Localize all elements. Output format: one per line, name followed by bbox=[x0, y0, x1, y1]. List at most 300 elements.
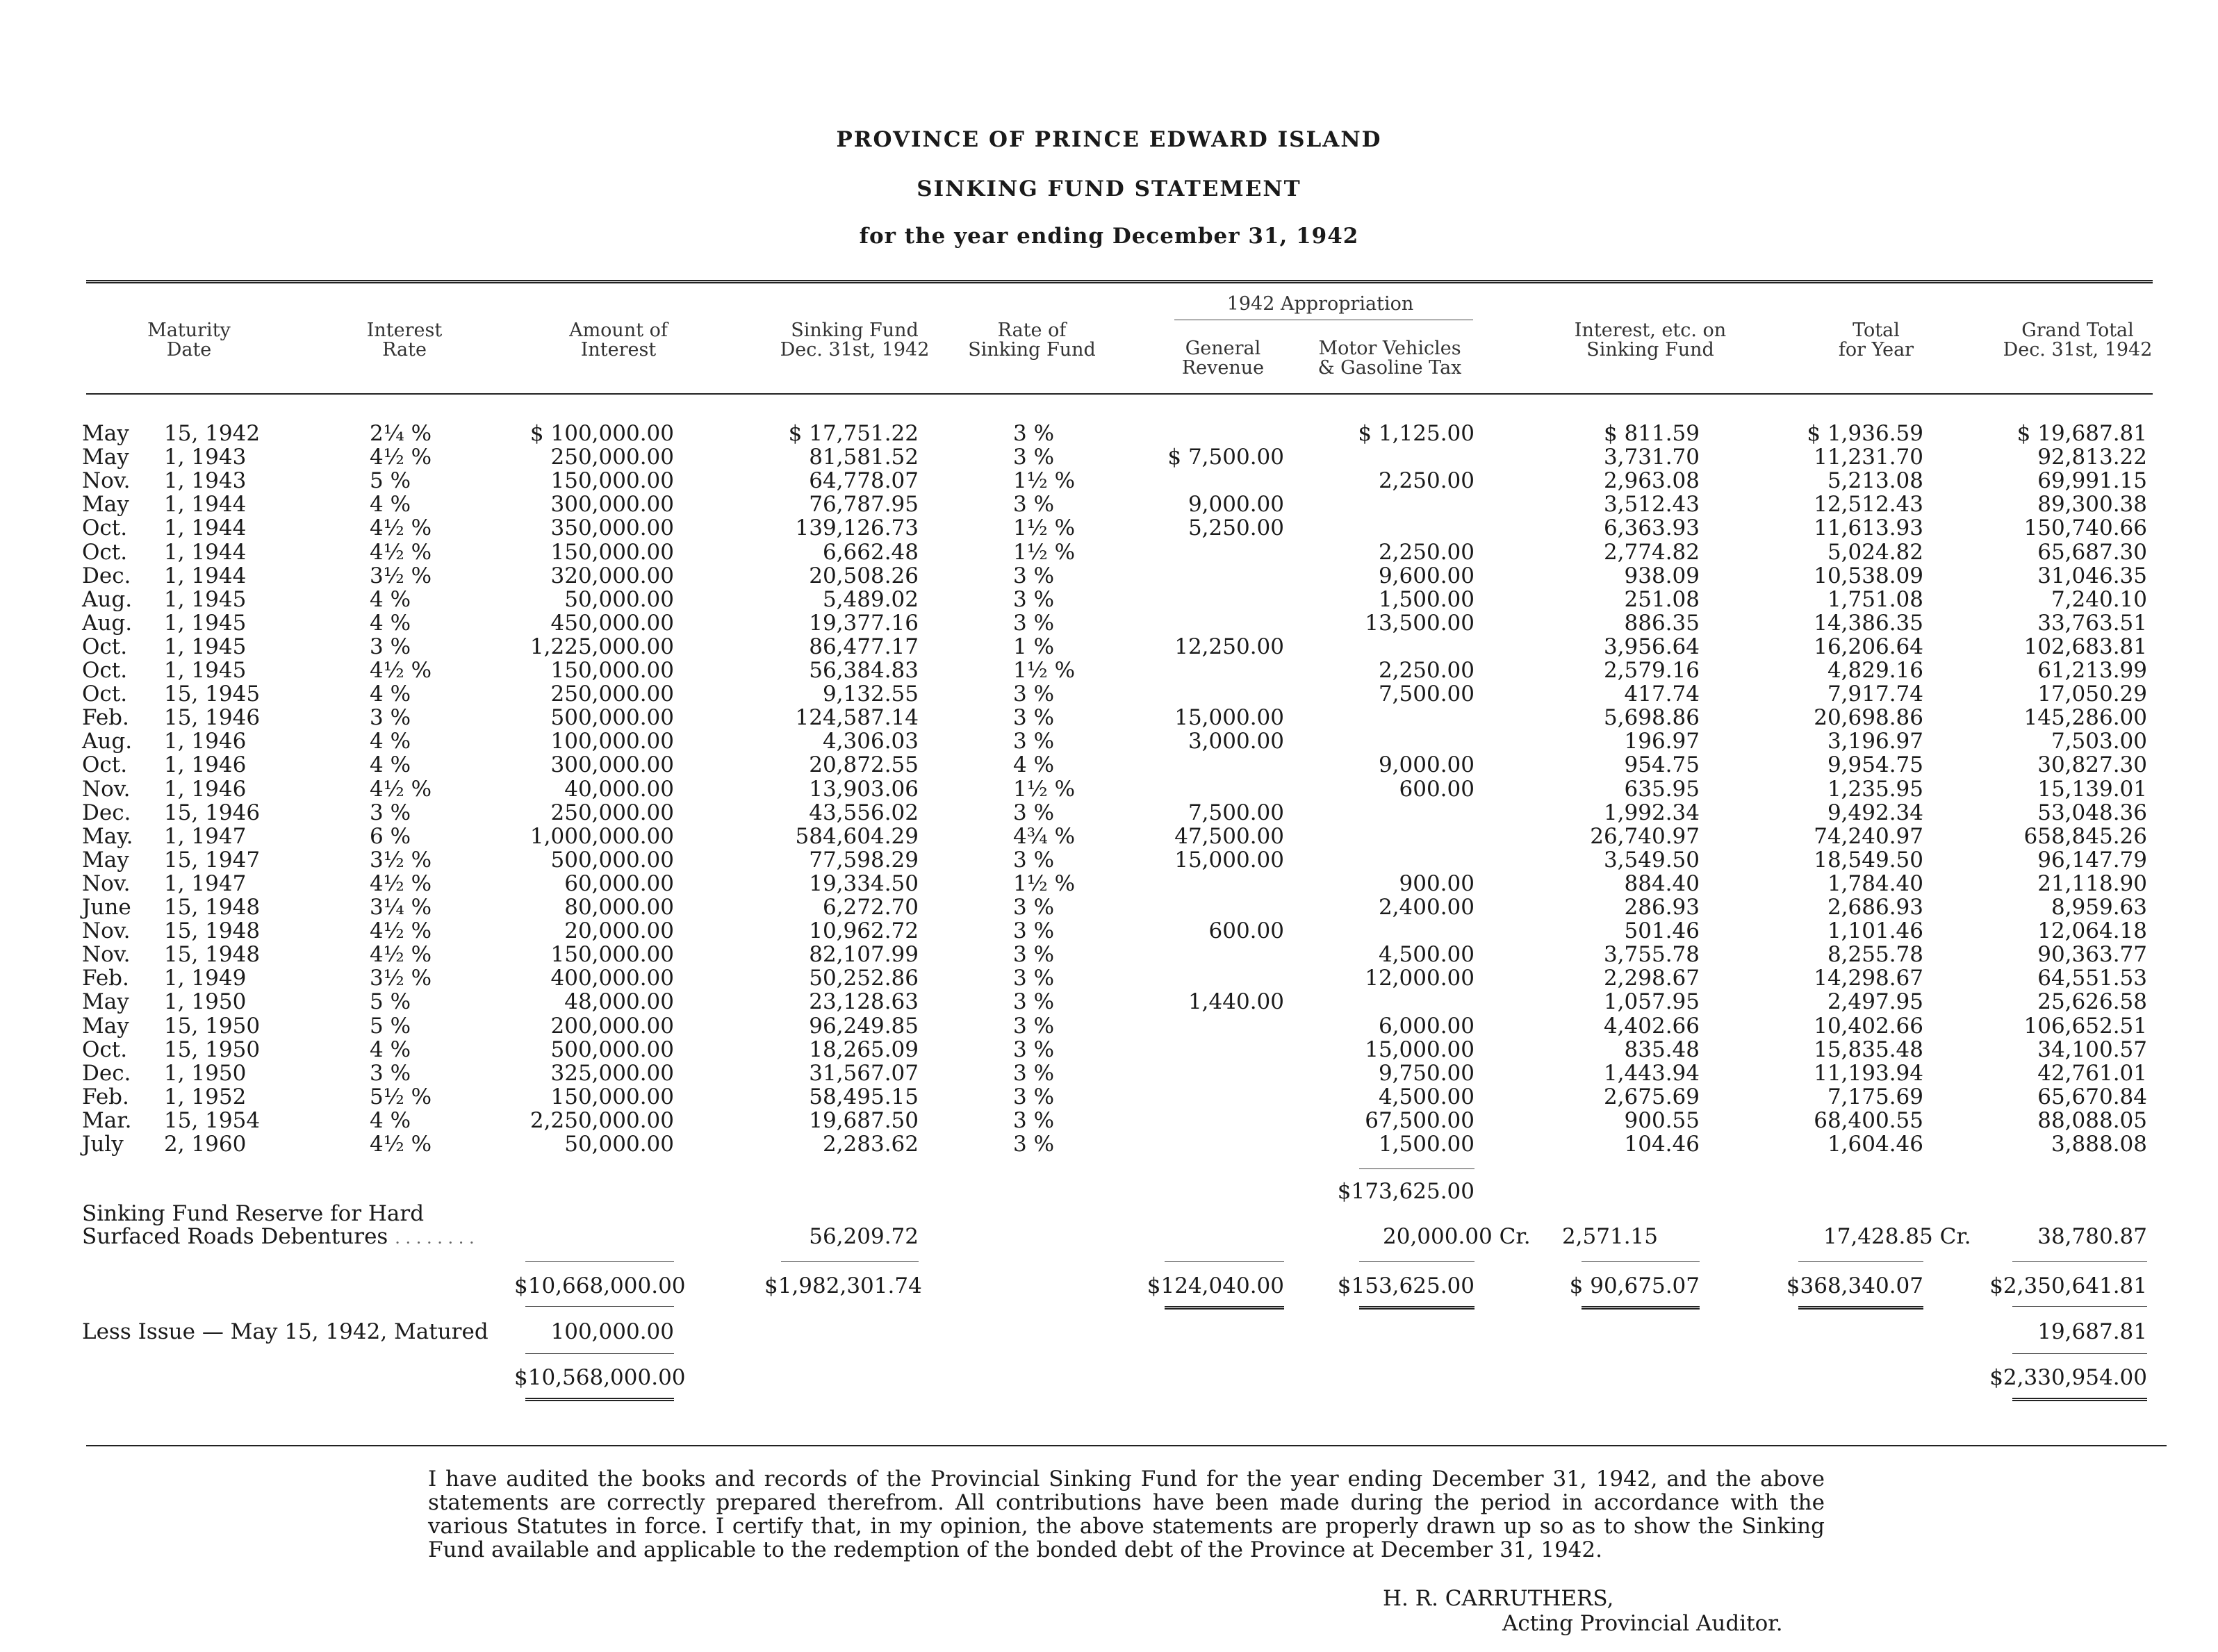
row-grand-total: 102,683.81 bbox=[2023, 634, 2147, 659]
row-motor-vehicles: 9,750.00 bbox=[1378, 1061, 1474, 1086]
row-grand-total: 64,551.53 bbox=[2037, 966, 2147, 991]
row-interest-rate: 3 % bbox=[370, 800, 411, 825]
row-sinking-rate: 3 % bbox=[1013, 800, 1055, 825]
row-grand-total: 33,763.51 bbox=[2037, 611, 2147, 636]
row-interest-rate: 4 % bbox=[370, 752, 411, 777]
row-day: 15, 1948 bbox=[164, 918, 261, 943]
row-sinking-rate: 3 % bbox=[1013, 1061, 1055, 1086]
row-total-year: 68,400.55 bbox=[1814, 1108, 1923, 1133]
row-sinking-rate: 3 % bbox=[1013, 1084, 1055, 1109]
row-total-year: 9,492.34 bbox=[1827, 800, 1923, 825]
row-sinking-rate: 3 % bbox=[1013, 848, 1055, 873]
row-interest-etc: 251.08 bbox=[1624, 587, 1700, 612]
row-month: May bbox=[82, 848, 129, 873]
reserve-label-line1: Sinking Fund Reserve for Hard bbox=[82, 1201, 425, 1226]
row-total-year: 7,175.69 bbox=[1827, 1084, 1923, 1109]
row-interest-etc: 2,963.08 bbox=[1603, 468, 1700, 493]
row-interest-rate: 3¼ % bbox=[370, 895, 432, 920]
row-sinking-fund: 584,604.29 bbox=[795, 824, 919, 849]
row-interest-etc: $ 811.59 bbox=[1603, 421, 1700, 446]
row-motor-vehicles: 15,000.00 bbox=[1365, 1037, 1474, 1062]
row-total-year: 14,386.35 bbox=[1814, 611, 1923, 636]
row-day: 1, 1950 bbox=[164, 989, 247, 1014]
header-rate-sinking-fund: Rate of Sinking Fund bbox=[968, 320, 1096, 361]
row-sinking-fund: 58,495.15 bbox=[809, 1084, 919, 1109]
row-sinking-fund: 81,581.52 bbox=[809, 445, 919, 470]
row-sinking-rate: 3 % bbox=[1013, 611, 1055, 636]
row-sinking-fund: 5,489.02 bbox=[822, 587, 919, 612]
row-grand-total: 30,827.30 bbox=[2037, 752, 2147, 777]
row-sinking-rate: 3 % bbox=[1013, 942, 1055, 967]
row-interest-rate: 4 % bbox=[370, 682, 411, 707]
row-sinking-rate: 1½ % bbox=[1013, 658, 1076, 683]
row-grand-total: 65,687.30 bbox=[2037, 540, 2147, 565]
dbl-net-grand bbox=[2012, 1398, 2147, 1401]
row-sinking-fund: 20,508.26 bbox=[809, 563, 919, 588]
row-sinking-rate: 3 % bbox=[1013, 1037, 1055, 1062]
row-sinking-rate: 1½ % bbox=[1013, 777, 1076, 802]
row-day: 1, 1947 bbox=[164, 871, 247, 896]
row-sinking-fund: 56,384.83 bbox=[809, 658, 919, 683]
row-sinking-rate: 3 % bbox=[1013, 705, 1055, 730]
row-sinking-fund: 31,567.07 bbox=[809, 1061, 919, 1086]
row-interest-etc: 835.48 bbox=[1624, 1037, 1700, 1062]
row-sinking-rate: 3 % bbox=[1013, 1108, 1055, 1133]
row-interest-etc: 2,579.16 bbox=[1603, 658, 1700, 683]
row-month: May bbox=[82, 492, 129, 517]
row-motor-vehicles: 6,000.00 bbox=[1378, 1014, 1474, 1039]
row-total-year: 15,835.48 bbox=[1814, 1037, 1923, 1062]
row-interest-etc: 3,755.78 bbox=[1603, 942, 1700, 967]
row-day: 15, 1954 bbox=[164, 1108, 261, 1133]
row-interest-rate: 5 % bbox=[370, 468, 411, 493]
row-month: May bbox=[82, 421, 129, 446]
audit-certificate: I have audited the books and records of the Provincial Sinking Fund for the year ending December 31, 1942, and the above statements are correctly prepared therefrom. All contributions have been made during the period in accordance with the various Statutes in force. I certify that, in my opinion, the above statements are properly drawn up so as to show the Sinking Fund available and applicable to the redemption of the bonded debt of the Province at December 31, 1942. bbox=[428, 1467, 1825, 1562]
row-month: Aug. bbox=[82, 611, 133, 636]
row-interest-rate: 4½ % bbox=[370, 942, 432, 967]
reserve-motor: 20,000.00 Cr. bbox=[1383, 1224, 1531, 1249]
row-day: 15, 1948 bbox=[164, 942, 261, 967]
top-rule bbox=[86, 280, 2153, 283]
row-total-year: 14,298.67 bbox=[1814, 966, 1923, 991]
rule-net-grand bbox=[2012, 1353, 2147, 1354]
row-month: May bbox=[82, 989, 129, 1014]
row-amount: 100,000.00 bbox=[550, 729, 674, 754]
row-interest-etc: 886.35 bbox=[1624, 611, 1700, 636]
less-issue-label: Less Issue — May 15, 1942, Matured bbox=[82, 1319, 488, 1344]
row-amount: 150,000.00 bbox=[550, 540, 674, 565]
rule-fund bbox=[781, 1261, 919, 1262]
row-day: 15, 1946 bbox=[164, 705, 261, 730]
row-total-year: 1,784.40 bbox=[1827, 871, 1923, 896]
row-amount: 450,000.00 bbox=[550, 611, 674, 636]
row-month: Nov. bbox=[82, 918, 131, 943]
row-total-year: 16,206.64 bbox=[1814, 634, 1923, 659]
row-interest-rate: 5 % bbox=[370, 989, 411, 1014]
row-month: May bbox=[82, 445, 129, 470]
row-interest-etc: 417.74 bbox=[1624, 682, 1700, 707]
row-day: 1, 1944 bbox=[164, 540, 247, 565]
row-interest-rate: 4½ % bbox=[370, 445, 432, 470]
row-grand-total: 92,813.22 bbox=[2037, 445, 2147, 470]
row-sinking-rate: 3 % bbox=[1013, 682, 1055, 707]
total-general: $124,040.00 bbox=[1147, 1273, 1284, 1298]
row-month: Dec. bbox=[82, 563, 131, 588]
row-motor-vehicles: 1,500.00 bbox=[1378, 587, 1474, 612]
row-month: Aug. bbox=[82, 729, 133, 754]
row-interest-rate: 4½ % bbox=[370, 1132, 432, 1157]
row-general-revenue: 1,440.00 bbox=[1188, 989, 1284, 1014]
row-month: June bbox=[82, 895, 131, 920]
row-motor-vehicles: 4,500.00 bbox=[1378, 942, 1474, 967]
row-grand-total: 61,213.99 bbox=[2037, 658, 2147, 683]
row-day: 1, 1946 bbox=[164, 729, 247, 754]
row-grand-total: 8,959.63 bbox=[2051, 895, 2147, 920]
row-interest-etc: 2,774.82 bbox=[1603, 540, 1700, 565]
row-total-year: 2,497.95 bbox=[1827, 989, 1923, 1014]
header-sinking-fund: Sinking Fund Dec. 31st, 1942 bbox=[780, 320, 930, 361]
row-sinking-rate: 3 % bbox=[1013, 563, 1055, 588]
row-amount: 400,000.00 bbox=[550, 966, 674, 991]
row-day: 1, 1946 bbox=[164, 777, 247, 802]
row-total-year: 10,402.66 bbox=[1814, 1014, 1923, 1039]
row-interest-rate: 4 % bbox=[370, 611, 411, 636]
row-day: 15, 1948 bbox=[164, 895, 261, 920]
row-amount: 80,000.00 bbox=[564, 895, 674, 920]
row-grand-total: 53,048.36 bbox=[2037, 800, 2147, 825]
row-interest-etc: 3,512.43 bbox=[1603, 492, 1700, 517]
row-sinking-fund: 124,587.14 bbox=[795, 705, 919, 730]
row-interest-etc: 1,992.34 bbox=[1603, 800, 1700, 825]
row-total-year: 1,235.95 bbox=[1827, 777, 1923, 802]
row-interest-etc: 938.09 bbox=[1624, 563, 1700, 588]
row-motor-vehicles: 2,250.00 bbox=[1378, 468, 1474, 493]
row-interest-rate: 4 % bbox=[370, 1037, 411, 1062]
row-month: Oct. bbox=[82, 634, 128, 659]
row-day: 1, 1945 bbox=[164, 658, 247, 683]
row-interest-rate: 3 % bbox=[370, 705, 411, 730]
row-interest-rate: 4½ % bbox=[370, 777, 432, 802]
row-motor-vehicles: 600.00 bbox=[1399, 777, 1474, 802]
row-amount: 500,000.00 bbox=[550, 1037, 674, 1062]
row-sinking-fund: 9,132.55 bbox=[822, 682, 919, 707]
row-amount: 2,250,000.00 bbox=[529, 1108, 674, 1133]
row-month: Nov. bbox=[82, 942, 131, 967]
row-sinking-fund: $ 17,751.22 bbox=[788, 421, 919, 446]
row-amount: 150,000.00 bbox=[550, 942, 674, 967]
row-day: 1, 1946 bbox=[164, 752, 247, 777]
row-total-year: 12,512.43 bbox=[1814, 492, 1923, 517]
row-total-year: 18,549.50 bbox=[1814, 848, 1923, 873]
row-grand-total: 12,064.18 bbox=[2037, 918, 2147, 943]
row-month: May. bbox=[82, 824, 133, 849]
row-interest-etc: 884.40 bbox=[1624, 871, 1700, 896]
row-interest-etc: 635.95 bbox=[1624, 777, 1700, 802]
row-amount: 300,000.00 bbox=[550, 752, 674, 777]
row-sinking-fund: 139,126.73 bbox=[795, 515, 919, 540]
row-grand-total: 17,050.29 bbox=[2037, 682, 2147, 707]
row-sinking-rate: 3 % bbox=[1013, 966, 1055, 991]
row-sinking-rate: 4¾ % bbox=[1013, 824, 1076, 849]
rule-grand bbox=[2012, 1261, 2147, 1262]
row-sinking-rate: 3 % bbox=[1013, 445, 1055, 470]
less-issue-grand: 19,687.81 bbox=[2037, 1319, 2147, 1344]
row-motor-vehicles: 67,500.00 bbox=[1365, 1108, 1474, 1133]
row-general-revenue: 7,500.00 bbox=[1188, 800, 1284, 825]
row-grand-total: 89,300.38 bbox=[2037, 492, 2147, 517]
row-interest-etc: 286.93 bbox=[1624, 895, 1700, 920]
row-month: Feb. bbox=[82, 705, 129, 730]
row-sinking-rate: 3 % bbox=[1013, 587, 1055, 612]
row-amount: 50,000.00 bbox=[564, 1132, 674, 1157]
row-month: Dec. bbox=[82, 1061, 131, 1086]
row-amount: 250,000.00 bbox=[550, 682, 674, 707]
row-sinking-rate: 1½ % bbox=[1013, 515, 1076, 540]
row-interest-etc: 6,363.93 bbox=[1603, 515, 1700, 540]
row-interest-rate: 4½ % bbox=[370, 540, 432, 565]
row-interest-rate: 3 % bbox=[370, 1061, 411, 1086]
row-interest-etc: 900.55 bbox=[1624, 1108, 1700, 1133]
rule-total bbox=[1798, 1261, 1923, 1262]
row-motor-vehicles: 900.00 bbox=[1399, 871, 1474, 896]
row-day: 1, 1944 bbox=[164, 563, 247, 588]
row-month: Oct. bbox=[82, 682, 128, 707]
row-interest-etc: 4,402.66 bbox=[1603, 1014, 1700, 1039]
row-interest-rate: 5 % bbox=[370, 1014, 411, 1039]
row-day: 15, 1950 bbox=[164, 1014, 261, 1039]
row-month: Oct. bbox=[82, 658, 128, 683]
document-subtitle: SINKING FUND STATEMENT bbox=[917, 176, 1301, 201]
row-amount: 60,000.00 bbox=[564, 871, 674, 896]
row-day: 1, 1945 bbox=[164, 611, 247, 636]
row-motor-vehicles: 2,250.00 bbox=[1378, 540, 1474, 565]
row-amount: 500,000.00 bbox=[550, 848, 674, 873]
row-grand-total: 7,240.10 bbox=[2051, 587, 2147, 612]
row-day: 15, 1945 bbox=[164, 682, 261, 707]
row-day: 1, 1950 bbox=[164, 1061, 247, 1086]
row-grand-total: 90,363.77 bbox=[2037, 942, 2147, 967]
row-day: 15, 1950 bbox=[164, 1037, 261, 1062]
header-appropriation: 1942 Appropriation bbox=[1226, 293, 1414, 315]
row-total-year: 3,196.97 bbox=[1827, 729, 1923, 754]
reserve-interest: 2,571.15 bbox=[1561, 1224, 1658, 1249]
dbl-motor bbox=[1359, 1306, 1474, 1310]
row-month: Nov. bbox=[82, 468, 131, 493]
row-interest-etc: 501.46 bbox=[1624, 918, 1700, 943]
total-grand: $2,350,641.81 bbox=[1989, 1273, 2147, 1298]
row-amount: 20,000.00 bbox=[564, 918, 674, 943]
row-sinking-fund: 19,377.16 bbox=[809, 611, 919, 636]
row-interest-rate: 3½ % bbox=[370, 966, 432, 991]
row-sinking-rate: 3 % bbox=[1013, 1132, 1055, 1157]
total-interest: $ 90,675.07 bbox=[1569, 1273, 1700, 1298]
row-interest-rate: 3½ % bbox=[370, 563, 432, 588]
row-total-year: 7,917.74 bbox=[1827, 682, 1923, 707]
motor-subtotal-rule bbox=[1359, 1168, 1474, 1169]
row-month: Feb. bbox=[82, 966, 129, 991]
row-sinking-rate: 1 % bbox=[1013, 634, 1055, 659]
row-sinking-fund: 43,556.02 bbox=[809, 800, 919, 825]
reserve-label-line2: Surfaced Roads Debentures . . . . . . . . bbox=[82, 1224, 475, 1249]
row-month: July bbox=[82, 1132, 124, 1157]
row-month: Oct. bbox=[82, 540, 128, 565]
row-grand-total: 3,888.08 bbox=[2051, 1132, 2147, 1157]
row-general-revenue: 9,000.00 bbox=[1188, 492, 1284, 517]
rule-interest bbox=[1582, 1261, 1700, 1262]
rule-net-amount bbox=[525, 1353, 674, 1354]
row-total-year: 1,604.46 bbox=[1827, 1132, 1923, 1157]
row-sinking-rate: 3 % bbox=[1013, 421, 1055, 446]
document-period: for the year ending December 31, 1942 bbox=[859, 224, 1359, 249]
row-grand-total: 150,740.66 bbox=[2023, 515, 2147, 540]
row-sinking-fund: 20,872.55 bbox=[809, 752, 919, 777]
row-day: 15, 1946 bbox=[164, 800, 261, 825]
total-motor: $153,625.00 bbox=[1337, 1273, 1474, 1298]
row-motor-vehicles: 9,600.00 bbox=[1378, 563, 1474, 588]
row-interest-etc: 26,740.97 bbox=[1590, 824, 1700, 849]
header-interest-rate: Interest Rate bbox=[366, 320, 443, 361]
row-sinking-fund: 76,787.95 bbox=[809, 492, 919, 517]
row-month: Mar. bbox=[82, 1108, 132, 1133]
row-total-year: 11,231.70 bbox=[1814, 445, 1923, 470]
row-motor-vehicles: $ 1,125.00 bbox=[1358, 421, 1474, 446]
reserve-total: 17,428.85 Cr. bbox=[1823, 1224, 1971, 1249]
row-amount: 48,000.00 bbox=[564, 989, 674, 1014]
row-amount: 50,000.00 bbox=[564, 587, 674, 612]
document-title: PROVINCE OF PRINCE EDWARD ISLAND bbox=[836, 127, 1382, 152]
row-sinking-fund: 10,962.72 bbox=[809, 918, 919, 943]
row-grand-total: 96,147.79 bbox=[2037, 848, 2147, 873]
row-day: 1, 1952 bbox=[164, 1084, 247, 1109]
row-interest-rate: 4 % bbox=[370, 492, 411, 517]
row-month: Oct. bbox=[82, 752, 128, 777]
row-motor-vehicles: 7,500.00 bbox=[1378, 682, 1474, 707]
row-month: Feb. bbox=[82, 1084, 129, 1109]
row-month: Nov. bbox=[82, 777, 131, 802]
row-motor-vehicles: 12,000.00 bbox=[1365, 966, 1474, 991]
row-day: 1, 1944 bbox=[164, 492, 247, 517]
row-grand-total: 145,286.00 bbox=[2023, 705, 2147, 730]
row-sinking-rate: 3 % bbox=[1013, 729, 1055, 754]
row-grand-total: $ 19,687.81 bbox=[2016, 421, 2147, 446]
header-amount-interest: Amount of Interest bbox=[569, 320, 668, 361]
dbl-general bbox=[1165, 1306, 1284, 1310]
row-month: Oct. bbox=[82, 1037, 128, 1062]
row-sinking-rate: 1½ % bbox=[1013, 871, 1076, 896]
row-grand-total: 106,652.51 bbox=[2023, 1014, 2147, 1039]
row-amount: 325,000.00 bbox=[550, 1061, 674, 1086]
motor-subtotal: $173,625.00 bbox=[1337, 1179, 1474, 1204]
row-sinking-rate: 3 % bbox=[1013, 918, 1055, 943]
row-amount: 250,000.00 bbox=[550, 800, 674, 825]
row-amount: 150,000.00 bbox=[550, 468, 674, 493]
row-grand-total: 34,100.57 bbox=[2037, 1037, 2147, 1062]
row-interest-etc: 3,731.70 bbox=[1603, 445, 1700, 470]
row-total-year: 74,240.97 bbox=[1814, 824, 1923, 849]
less-issue-amount: 100,000.00 bbox=[550, 1319, 674, 1344]
row-grand-total: 25,626.58 bbox=[2037, 989, 2147, 1014]
row-general-revenue: 15,000.00 bbox=[1174, 705, 1284, 730]
row-interest-etc: 2,298.67 bbox=[1603, 966, 1700, 991]
row-general-revenue: 600.00 bbox=[1208, 918, 1284, 943]
row-interest-etc: 2,675.69 bbox=[1603, 1084, 1700, 1109]
row-day: 15, 1942 bbox=[164, 421, 261, 446]
bottom-rule bbox=[86, 1445, 2167, 1446]
row-interest-rate: 4½ % bbox=[370, 658, 432, 683]
rule-general bbox=[1165, 1261, 1284, 1262]
row-day: 2, 1960 bbox=[164, 1132, 247, 1157]
row-interest-etc: 196.97 bbox=[1624, 729, 1700, 754]
row-amount: $ 100,000.00 bbox=[529, 421, 674, 446]
row-interest-etc: 3,549.50 bbox=[1603, 848, 1700, 873]
row-amount: 150,000.00 bbox=[550, 658, 674, 683]
row-month: Aug. bbox=[82, 587, 133, 612]
row-interest-rate: 4 % bbox=[370, 587, 411, 612]
row-grand-total: 88,088.05 bbox=[2037, 1108, 2147, 1133]
row-sinking-fund: 50,252.86 bbox=[809, 966, 919, 991]
row-day: 1, 1944 bbox=[164, 515, 247, 540]
dbl-net-amount bbox=[525, 1398, 674, 1401]
row-interest-rate: 3 % bbox=[370, 634, 411, 659]
row-amount: 40,000.00 bbox=[564, 777, 674, 802]
row-general-revenue: $ 7,500.00 bbox=[1167, 445, 1284, 470]
row-amount: 200,000.00 bbox=[550, 1014, 674, 1039]
row-motor-vehicles: 2,250.00 bbox=[1378, 658, 1474, 683]
row-interest-rate: 2¼ % bbox=[370, 421, 432, 446]
row-amount: 300,000.00 bbox=[550, 492, 674, 517]
header-interest-etc: Interest, etc. on Sinking Fund bbox=[1574, 320, 1727, 361]
row-general-revenue: 47,500.00 bbox=[1174, 824, 1284, 849]
row-total-year: 2,686.93 bbox=[1827, 895, 1923, 920]
row-interest-rate: 4½ % bbox=[370, 871, 432, 896]
row-interest-etc: 1,057.95 bbox=[1603, 989, 1700, 1014]
row-sinking-fund: 82,107.99 bbox=[809, 942, 919, 967]
dbl-total bbox=[1798, 1306, 1923, 1310]
net-amount: $10,568,000.00 bbox=[514, 1365, 686, 1390]
row-amount: 1,225,000.00 bbox=[529, 634, 674, 659]
row-month: May bbox=[82, 1014, 129, 1039]
row-amount: 350,000.00 bbox=[550, 515, 674, 540]
row-sinking-fund: 6,662.48 bbox=[822, 540, 919, 565]
row-grand-total: 69,991.15 bbox=[2037, 468, 2147, 493]
rule-amount bbox=[525, 1261, 674, 1262]
row-sinking-fund: 18,265.09 bbox=[809, 1037, 919, 1062]
row-amount: 320,000.00 bbox=[550, 563, 674, 588]
row-total-year: 5,213.08 bbox=[1827, 468, 1923, 493]
row-amount: 1,000,000.00 bbox=[529, 824, 674, 849]
row-motor-vehicles: 9,000.00 bbox=[1378, 752, 1474, 777]
row-interest-rate: 6 % bbox=[370, 824, 411, 849]
row-grand-total: 65,670.84 bbox=[2037, 1084, 2147, 1109]
row-motor-vehicles: 4,500.00 bbox=[1378, 1084, 1474, 1109]
row-interest-rate: 4½ % bbox=[370, 918, 432, 943]
row-general-revenue: 3,000.00 bbox=[1188, 729, 1284, 754]
row-sinking-fund: 13,903.06 bbox=[809, 777, 919, 802]
row-general-revenue: 5,250.00 bbox=[1188, 515, 1284, 540]
row-total-year: 4,829.16 bbox=[1827, 658, 1923, 683]
row-sinking-rate: 3 % bbox=[1013, 895, 1055, 920]
row-sinking-fund: 6,272.70 bbox=[822, 895, 919, 920]
row-sinking-fund: 19,334.50 bbox=[809, 871, 919, 896]
row-total-year: 10,538.09 bbox=[1814, 563, 1923, 588]
row-day: 1, 1945 bbox=[164, 634, 247, 659]
row-interest-rate: 4 % bbox=[370, 729, 411, 754]
row-interest-etc: 1,443.94 bbox=[1603, 1061, 1700, 1086]
row-sinking-rate: 4 % bbox=[1013, 752, 1055, 777]
signature-title: Acting Provincial Auditor. bbox=[1502, 1611, 1783, 1636]
row-sinking-fund: 64,778.07 bbox=[809, 468, 919, 493]
row-motor-vehicles: 13,500.00 bbox=[1365, 611, 1474, 636]
